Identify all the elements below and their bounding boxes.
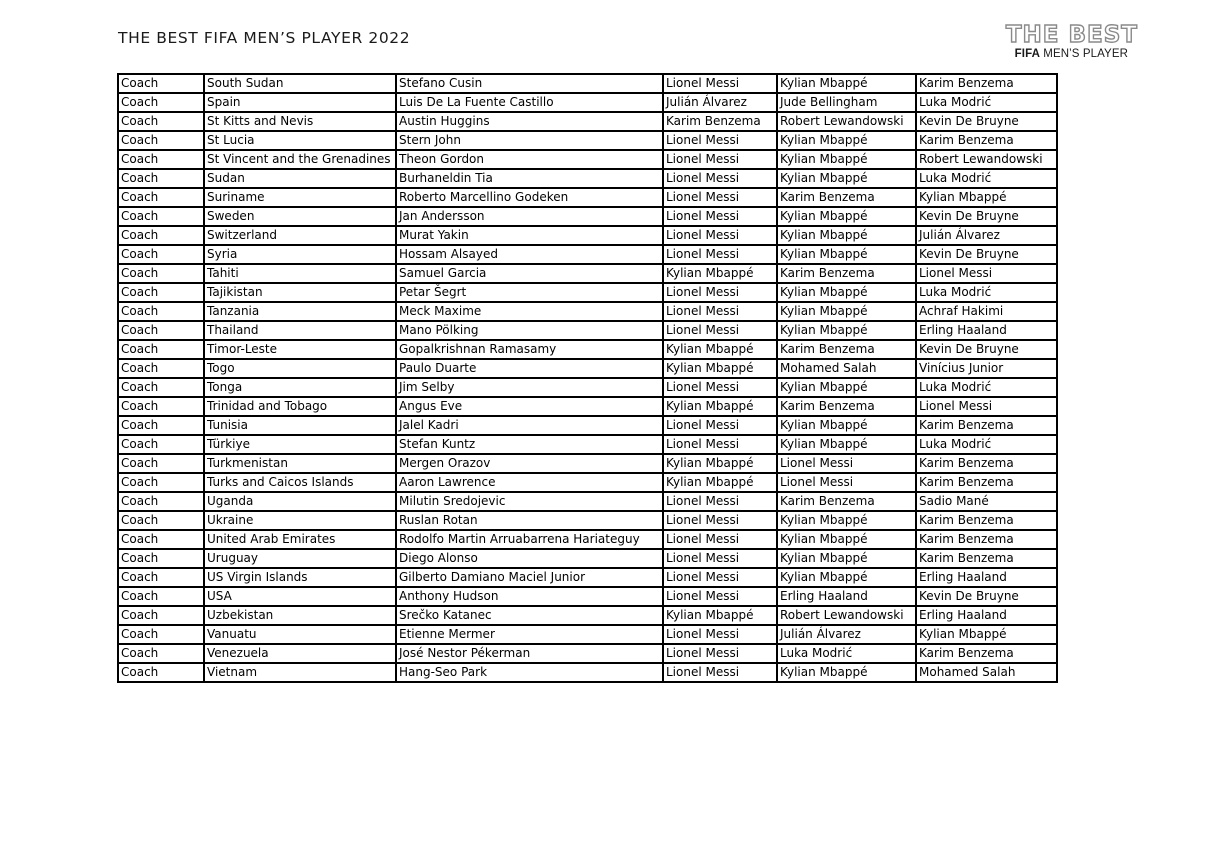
third-place-cell: Karim Benzema [916,549,1057,568]
voter-name-cell: Samuel Garcia [396,264,663,283]
first-place-cell: Julián Álvarez [663,93,777,112]
first-place-cell: Lionel Messi [663,416,777,435]
table-row [118,549,1057,568]
role-cell: Coach [118,568,204,587]
logo-wordmark: THE BEST [1005,22,1138,48]
voter-name-cell: José Nestor Pékerman [396,644,663,663]
voter-name-cell: Aaron Lawrence [396,473,663,492]
second-place-cell: Julián Álvarez [777,625,916,644]
role-cell: Coach [118,150,204,169]
third-place-cell: Robert Lewandowski [916,150,1057,169]
country-cell: Trinidad and Tobago [204,397,396,416]
country-cell: South Sudan [204,74,396,93]
first-place-cell: Lionel Messi [663,587,777,606]
country-cell: Venezuela [204,644,396,663]
second-place-cell: Robert Lewandowski [777,112,916,131]
role-cell: Coach [118,625,204,644]
second-place-cell: Kylian Mbappé [777,226,916,245]
table-row [118,207,1057,226]
second-place-cell: Kylian Mbappé [777,207,916,226]
role-cell: Coach [118,606,204,625]
country-cell: Suriname [204,188,396,207]
second-place-cell: Robert Lewandowski [777,606,916,625]
second-place-cell: Kylian Mbappé [777,416,916,435]
voter-name-cell: Gilberto Damiano Maciel Junior [396,568,663,587]
logo-subtitle [1015,47,1128,61]
country-cell: Switzerland [204,226,396,245]
table-row [118,150,1057,169]
second-place-cell: Lionel Messi [777,454,916,473]
country-cell: Uruguay [204,549,396,568]
second-place-cell: Kylian Mbappé [777,245,916,264]
table-row [118,568,1057,587]
voter-name-cell: Jan Andersson [396,207,663,226]
third-place-cell: Lionel Messi [916,264,1057,283]
role-cell: Coach [118,644,204,663]
role-cell: Coach [118,473,204,492]
second-place-cell: Kylian Mbappé [777,530,916,549]
third-place-cell: Kylian Mbappé [916,625,1057,644]
voter-name-cell: Gopalkrishnan Ramasamy [396,340,663,359]
first-place-cell: Kylian Mbappé [663,606,777,625]
table-row [118,644,1057,663]
third-place-cell: Kylian Mbappé [916,188,1057,207]
country-cell: USA [204,587,396,606]
role-cell: Coach [118,378,204,397]
votes-table-body [118,74,1057,682]
first-place-cell: Lionel Messi [663,663,777,682]
role-cell: Coach [118,340,204,359]
second-place-cell: Kylian Mbappé [777,283,916,302]
third-place-cell: Kevin De Bruyne [916,340,1057,359]
first-place-cell: Kylian Mbappé [663,340,777,359]
role-cell: Coach [118,454,204,473]
country-cell: Timor-Leste [204,340,396,359]
voter-name-cell: Petar Šegrt [396,283,663,302]
second-place-cell: Kylian Mbappé [777,435,916,454]
second-place-cell: Kylian Mbappé [777,302,916,321]
second-place-cell: Kylian Mbappé [777,321,916,340]
third-place-cell: Mohamed Salah [916,663,1057,682]
table-row [118,74,1057,93]
table-row [118,435,1057,454]
first-place-cell: Lionel Messi [663,511,777,530]
role-cell: Coach [118,530,204,549]
voter-name-cell: Luis De La Fuente Castillo [396,93,663,112]
third-place-cell: Luka Modrić [916,378,1057,397]
second-place-cell: Kylian Mbappé [777,568,916,587]
table-row [118,340,1057,359]
voter-name-cell: Stefano Cusin [396,74,663,93]
third-place-cell: Kevin De Bruyne [916,112,1057,131]
third-place-cell: Kevin De Bruyne [916,587,1057,606]
table-row [118,454,1057,473]
country-cell: Tajikistan [204,283,396,302]
country-cell: St Vincent and the Grenadines [204,150,396,169]
voter-name-cell: Srečko Katanec [396,606,663,625]
first-place-cell: Lionel Messi [663,378,777,397]
first-place-cell: Lionel Messi [663,530,777,549]
table-row [118,302,1057,321]
first-place-cell: Lionel Messi [663,492,777,511]
second-place-cell: Mohamed Salah [777,359,916,378]
first-place-cell: Lionel Messi [663,245,777,264]
table-row [118,93,1057,112]
second-place-cell: Karim Benzema [777,397,916,416]
third-place-cell: Karim Benzema [916,454,1057,473]
role-cell: Coach [118,93,204,112]
table-row [118,169,1057,188]
second-place-cell: Karim Benzema [777,188,916,207]
second-place-cell: Kylian Mbappé [777,549,916,568]
page-title: THE BEST FIFA MEN’S PLAYER 2022 [118,29,411,47]
logo-subtitle-fifa: FIFA [1014,48,1040,60]
table-row [118,378,1057,397]
third-place-cell: Vinícius Junior [916,359,1057,378]
voter-name-cell: Diego Alonso [396,549,663,568]
voter-name-cell: Etienne Mermer [396,625,663,644]
first-place-cell: Lionel Messi [663,131,777,150]
first-place-cell: Lionel Messi [663,74,777,93]
table-row [118,587,1057,606]
role-cell: Coach [118,663,204,682]
voter-name-cell: Ruslan Rotan [396,511,663,530]
first-place-cell: Lionel Messi [663,169,777,188]
table-row [118,264,1057,283]
third-place-cell: Kevin De Bruyne [916,207,1057,226]
country-cell: Tunisia [204,416,396,435]
votes-table [117,73,1058,683]
third-place-cell: Karim Benzema [916,473,1057,492]
second-place-cell: Kylian Mbappé [777,663,916,682]
country-cell: Turkmenistan [204,454,396,473]
voter-name-cell: Murat Yakin [396,226,663,245]
second-place-cell: Kylian Mbappé [777,74,916,93]
table-row [118,606,1057,625]
role-cell: Coach [118,169,204,188]
second-place-cell: Karim Benzema [777,340,916,359]
first-place-cell: Lionel Messi [663,207,777,226]
first-place-cell: Lionel Messi [663,435,777,454]
country-cell: Türkiye [204,435,396,454]
second-place-cell: Kylian Mbappé [777,169,916,188]
role-cell: Coach [118,511,204,530]
first-place-cell: Lionel Messi [663,625,777,644]
country-cell: United Arab Emirates [204,530,396,549]
second-place-cell: Lionel Messi [777,473,916,492]
third-place-cell: Erling Haaland [916,606,1057,625]
country-cell: Sudan [204,169,396,188]
voter-name-cell: Mano Pölking [396,321,663,340]
voter-name-cell: Austin Huggins [396,112,663,131]
table-row [118,397,1057,416]
logo-subtitle-rest: MEN’S PLAYER [1040,48,1128,60]
voter-name-cell: Stern John [396,131,663,150]
voter-name-cell: Paulo Duarte [396,359,663,378]
table-row [118,663,1057,682]
role-cell: Coach [118,283,204,302]
third-place-cell: Kevin De Bruyne [916,245,1057,264]
country-cell: St Lucia [204,131,396,150]
third-place-cell: Luka Modrić [916,93,1057,112]
third-place-cell: Achraf Hakimi [916,302,1057,321]
table-row [118,226,1057,245]
third-place-cell: Karim Benzema [916,530,1057,549]
voter-name-cell: Hang-Seo Park [396,663,663,682]
third-place-cell: Karim Benzema [916,416,1057,435]
country-cell: US Virgin Islands [204,568,396,587]
voter-name-cell: Angus Eve [396,397,663,416]
third-place-cell: Luka Modrić [916,169,1057,188]
table-row [118,245,1057,264]
third-place-cell: Karim Benzema [916,511,1057,530]
second-place-cell: Jude Bellingham [777,93,916,112]
table-row [118,625,1057,644]
role-cell: Coach [118,226,204,245]
role-cell: Coach [118,416,204,435]
role-cell: Coach [118,74,204,93]
table-row [118,511,1057,530]
first-place-cell: Kylian Mbappé [663,473,777,492]
country-cell: Ukraine [204,511,396,530]
role-cell: Coach [118,245,204,264]
table-row [118,359,1057,378]
country-cell: Uzbekistan [204,606,396,625]
role-cell: Coach [118,435,204,454]
role-cell: Coach [118,264,204,283]
third-place-cell: Luka Modrić [916,283,1057,302]
country-cell: Vanuatu [204,625,396,644]
first-place-cell: Lionel Messi [663,321,777,340]
first-place-cell: Kylian Mbappé [663,454,777,473]
third-place-cell: Erling Haaland [916,321,1057,340]
third-place-cell: Erling Haaland [916,568,1057,587]
country-cell: St Kitts and Nevis [204,112,396,131]
third-place-cell: Karim Benzema [916,74,1057,93]
table-row [118,473,1057,492]
role-cell: Coach [118,131,204,150]
country-cell: Tahiti [204,264,396,283]
second-place-cell: Kylian Mbappé [777,131,916,150]
second-place-cell: Karim Benzema [777,264,916,283]
role-cell: Coach [118,587,204,606]
voter-name-cell: Burhaneldin Tia [396,169,663,188]
table-row [118,131,1057,150]
first-place-cell: Karim Benzema [663,112,777,131]
country-cell: Togo [204,359,396,378]
table-row [118,188,1057,207]
country-cell: Syria [204,245,396,264]
role-cell: Coach [118,549,204,568]
voter-name-cell: Hossam Alsayed [396,245,663,264]
country-cell: Spain [204,93,396,112]
voter-name-cell: Meck Maxime [396,302,663,321]
voter-name-cell: Mergen Orazov [396,454,663,473]
third-place-cell: Julián Álvarez [916,226,1057,245]
role-cell: Coach [118,397,204,416]
second-place-cell: Erling Haaland [777,587,916,606]
second-place-cell: Luka Modrić [777,644,916,663]
voter-name-cell: Rodolfo Martin Arruabarrena Hariateguy [396,530,663,549]
first-place-cell: Lionel Messi [663,549,777,568]
the-best-logo [1000,24,1140,64]
table-row [118,112,1057,131]
second-place-cell: Kylian Mbappé [777,378,916,397]
voter-name-cell: Stefan Kuntz [396,435,663,454]
third-place-cell: Luka Modrić [916,435,1057,454]
country-cell: Tanzania [204,302,396,321]
first-place-cell: Lionel Messi [663,302,777,321]
voter-name-cell: Anthony Hudson [396,587,663,606]
first-place-cell: Lionel Messi [663,150,777,169]
first-place-cell: Lionel Messi [663,644,777,663]
country-cell: Vietnam [204,663,396,682]
role-cell: Coach [118,359,204,378]
second-place-cell: Kylian Mbappé [777,150,916,169]
first-place-cell: Lionel Messi [663,283,777,302]
country-cell: Uganda [204,492,396,511]
first-place-cell: Kylian Mbappé [663,264,777,283]
third-place-cell: Sadio Mané [916,492,1057,511]
first-place-cell: Lionel Messi [663,568,777,587]
voter-name-cell: Jim Selby [396,378,663,397]
second-place-cell: Karim Benzema [777,492,916,511]
role-cell: Coach [118,207,204,226]
role-cell: Coach [118,188,204,207]
third-place-cell: Karim Benzema [916,644,1057,663]
table-row [118,492,1057,511]
voter-name-cell: Roberto Marcellino Godeken [396,188,663,207]
role-cell: Coach [118,321,204,340]
role-cell: Coach [118,112,204,131]
table-row [118,530,1057,549]
country-cell: Tonga [204,378,396,397]
role-cell: Coach [118,492,204,511]
voter-name-cell: Jalel Kadri [396,416,663,435]
table-row [118,283,1057,302]
third-place-cell: Karim Benzema [916,131,1057,150]
table-row [118,321,1057,340]
second-place-cell: Kylian Mbappé [777,511,916,530]
country-cell: Sweden [204,207,396,226]
first-place-cell: Lionel Messi [663,188,777,207]
country-cell: Turks and Caicos Islands [204,473,396,492]
role-cell: Coach [118,302,204,321]
voter-name-cell: Theon Gordon [396,150,663,169]
first-place-cell: Kylian Mbappé [663,397,777,416]
country-cell: Thailand [204,321,396,340]
table-row [118,416,1057,435]
first-place-cell: Kylian Mbappé [663,359,777,378]
first-place-cell: Lionel Messi [663,226,777,245]
voter-name-cell: Milutin Sredojevic [396,492,663,511]
third-place-cell: Lionel Messi [916,397,1057,416]
